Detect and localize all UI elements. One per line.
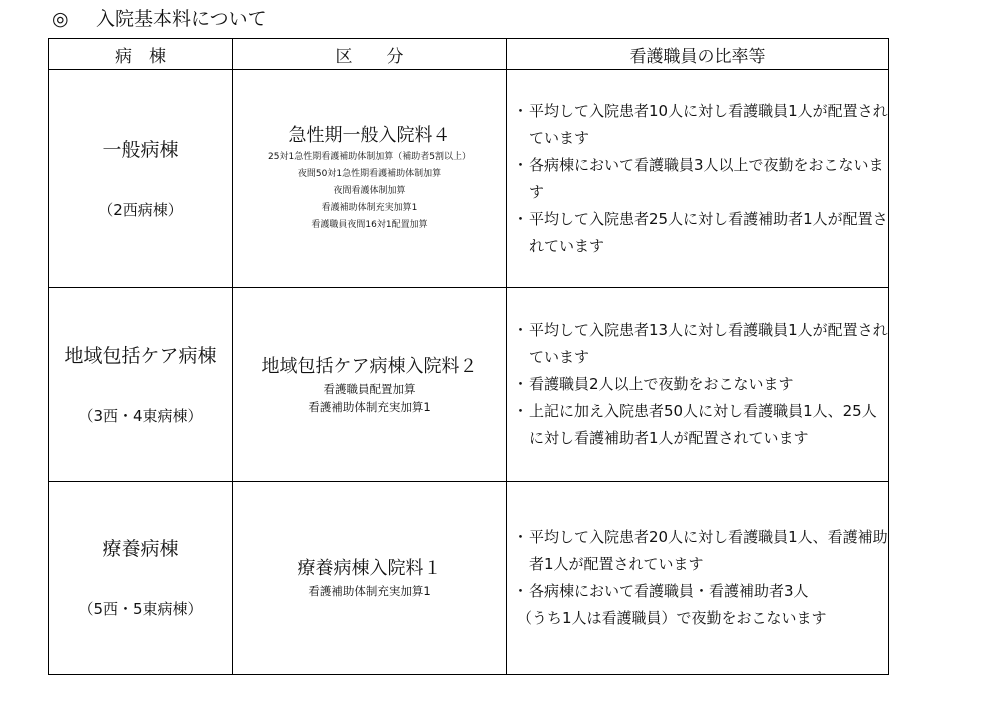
category-cell <box>233 482 507 675</box>
ward-name: 療養病棟 <box>102 538 179 560</box>
ward-cell <box>49 482 233 675</box>
fee-name: 急性期一般入院料４ <box>288 125 451 146</box>
fee-name: 地域包括ケア病棟入院料２ <box>261 355 478 377</box>
category-cell <box>233 70 507 288</box>
ward-floor: （5西・5東病棟） <box>78 600 203 618</box>
ratio-list <box>507 317 888 452</box>
ward-name: 一般病棟 <box>102 138 179 161</box>
ward-floor: （3西・4東病棟） <box>78 406 203 425</box>
addon-item: 夜間50対1急性期看護補助体制加算 <box>297 169 442 179</box>
addon-item: 看護職員配置加算 <box>323 381 416 396</box>
ratio-item: ・ 各病棟において看護職員3人以上で夜勤をおこないます <box>515 152 888 206</box>
addon-item: 看護補助体制充実加算1 <box>308 584 431 598</box>
table-row <box>49 288 889 482</box>
page-title-text: 入院基本料について <box>96 8 267 30</box>
ward-name: 地域包括ケア病棟 <box>64 344 217 367</box>
addon-item: 看護職員夜間16対1配置加算 <box>311 220 428 230</box>
table-row <box>49 70 889 288</box>
ratio-item: ・ 平均して入院患者10人に対し看護職員1人が配置されています <box>515 98 888 152</box>
ratio-cell <box>507 70 889 288</box>
addon-item: 看護補助体制充実加算1 <box>321 203 418 213</box>
ward-cell <box>49 70 233 288</box>
header-category: 区 分 <box>233 39 507 70</box>
double-circle-icon: ◎ <box>52 8 69 30</box>
ratio-list <box>507 524 888 632</box>
table-row <box>49 482 889 675</box>
category-cell <box>233 288 507 482</box>
ward-floor: （2西病棟） <box>98 200 183 219</box>
ratio-item: （うち1人は看護職員）で夜勤をおこないます <box>517 609 827 627</box>
ratio-item: ・ 上記に加え入院患者50人に対し看護職員1人、25人に対し看護補助者1人が配置されています <box>515 398 888 452</box>
ratio-list <box>507 98 888 260</box>
header-ward: 病 棟 <box>49 39 233 70</box>
ratio-item: ・ 平均して入院患者13人に対し看護職員1人が配置されています <box>515 317 888 371</box>
page-title <box>52 6 267 32</box>
table-header-row <box>49 39 889 70</box>
fee-name: 療養病棟入院料１ <box>297 558 442 579</box>
ward-cell <box>49 288 233 482</box>
ratio-item: ・ 看護職員2人以上で夜勤をおこないます <box>515 371 888 398</box>
addon-item: 夜間看護体制加算 <box>333 186 406 196</box>
ratio-item: ・ 平均して入院患者25人に対し看護補助者1人が配置されています <box>515 206 888 260</box>
addon-item: 25対1急性期看護補助体制加算（補助者5割以上） <box>268 152 471 162</box>
ratio-item: ・ 平均して入院患者20人に対し看護職員1人、看護補助者1人が配置されています <box>515 524 888 578</box>
basic-hospitalization-fee-table <box>48 38 889 675</box>
ratio-cell <box>507 288 889 482</box>
header-ratio: 看護職員の比率等 <box>507 39 889 70</box>
addon-item: 看護補助体制充実加算1 <box>308 399 431 414</box>
ratio-cell <box>507 482 889 675</box>
ratio-item: ・ 各病棟において看護職員・看護補助者3人 <box>515 578 888 605</box>
